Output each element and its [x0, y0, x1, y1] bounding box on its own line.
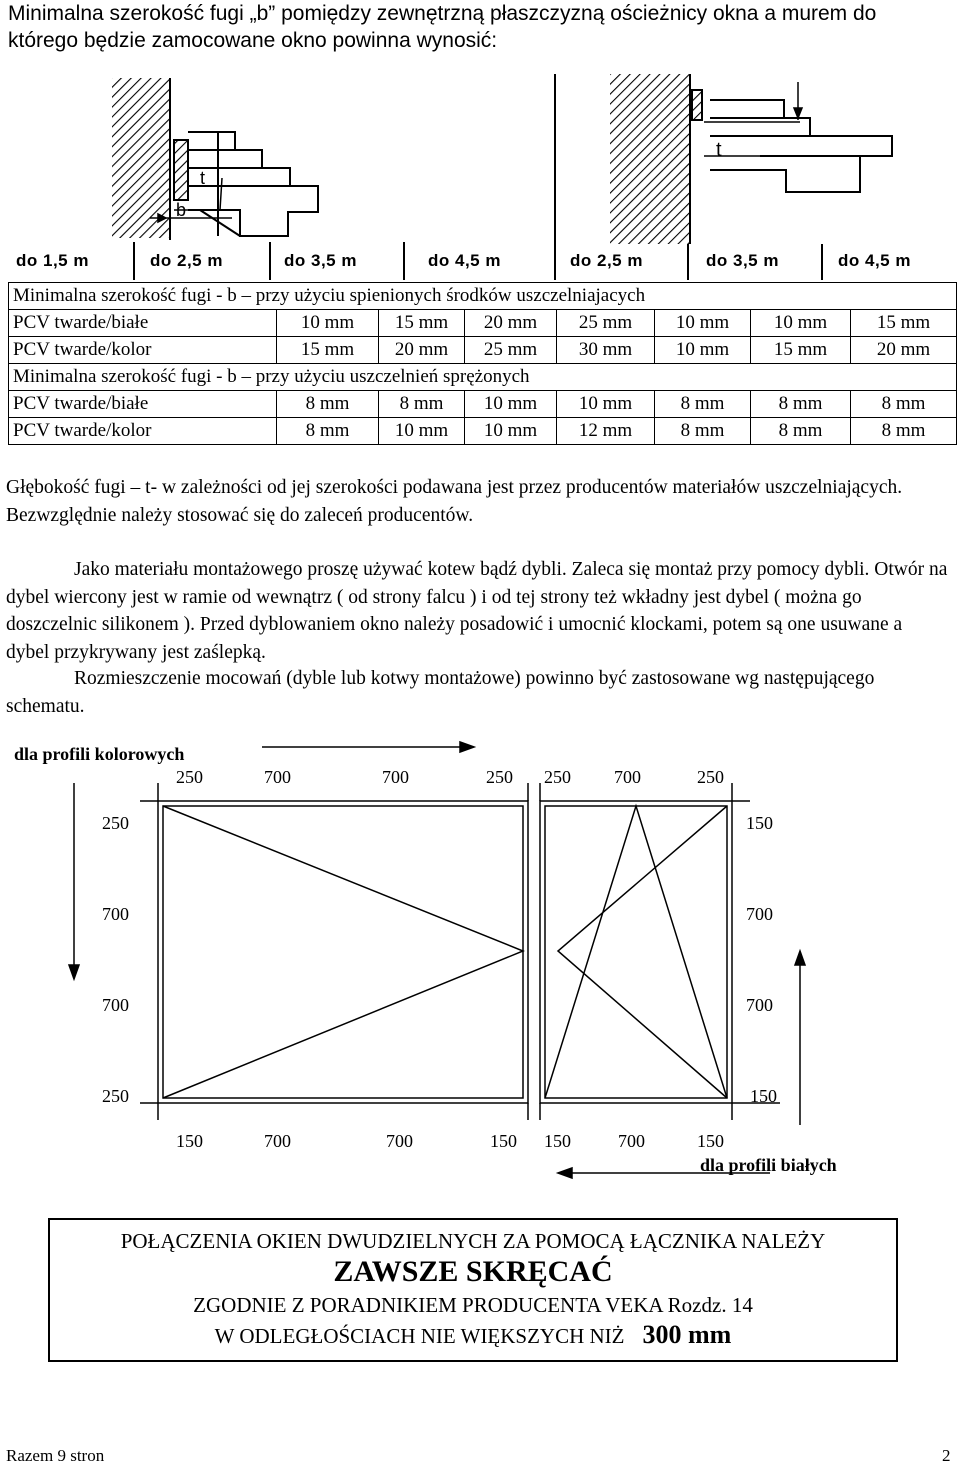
arrow-up-icon — [795, 951, 805, 965]
table-cell: 10 mm — [465, 391, 557, 418]
table-cell: 20 mm — [379, 337, 465, 364]
drawing-label: do 3,5 m — [706, 251, 779, 270]
dim-top: 700 — [614, 767, 641, 787]
row-label: PCV twarde/białe — [9, 310, 277, 337]
drawing-label: do 4,5 m — [838, 251, 911, 270]
window-frames — [158, 801, 732, 1103]
fugi-drawing — [0, 60, 960, 280]
table-cell: 10 mm — [465, 418, 557, 445]
paragraph-mounting — [6, 556, 948, 666]
label-white-profiles: dla profili białych — [700, 1155, 837, 1175]
table-cell: 10 mm — [655, 337, 751, 364]
dim-right: 700 — [746, 995, 773, 1015]
table-cell: 12 mm — [557, 418, 655, 445]
table-row — [9, 418, 957, 445]
dim-top: 250 — [544, 767, 571, 787]
table-cell: 15 mm — [751, 337, 851, 364]
arrow-down-icon — [69, 965, 79, 979]
dim-bottom: 150 — [544, 1131, 571, 1151]
dim-bottom: 700 — [386, 1131, 413, 1151]
notice-line4-text: W ODLEGŁOŚCIACH NIE WIĘKSZYCH NIŻ — [214, 1324, 625, 1348]
table-cell: 20 mm — [465, 310, 557, 337]
table-cell: 10 mm — [751, 310, 851, 337]
table-section-title — [9, 364, 957, 391]
dim-top: 250 — [486, 767, 513, 787]
dim-left: 700 — [102, 904, 129, 924]
table-row — [9, 310, 957, 337]
drawing-label: do 1,5 m — [16, 251, 89, 270]
dim-top: 250 — [697, 767, 724, 787]
dim-top: 700 — [264, 767, 291, 787]
dim-bottom: 700 — [618, 1131, 645, 1151]
dim-bottom: 150 — [490, 1131, 517, 1151]
row-label: PCV twarde/białe — [9, 391, 277, 418]
table-cell: 15 mm — [277, 337, 379, 364]
row-label: PCV twarde/kolor — [9, 337, 277, 364]
dim-right: 700 — [746, 904, 773, 924]
arrow-right-icon — [460, 742, 474, 752]
drawing-label: do 2,5 m — [570, 251, 643, 270]
table-cell: 25 mm — [465, 337, 557, 364]
dim-top: 250 — [176, 767, 203, 787]
dim-bottom: 150 — [176, 1131, 203, 1151]
table-cell: 8 mm — [379, 391, 465, 418]
table-cell: 8 mm — [655, 391, 751, 418]
dim-left: 250 — [102, 813, 129, 833]
table-cell: 8 mm — [851, 418, 957, 445]
dim-right: 150 — [750, 1086, 777, 1106]
table-cell: 8 mm — [851, 391, 957, 418]
table-cell: 15 mm — [379, 310, 465, 337]
table-cell: 25 mm — [557, 310, 655, 337]
table-cell: 10 mm — [557, 391, 655, 418]
table-cell: 15 mm — [851, 310, 957, 337]
label-colored-profiles: dla profili kolorowych — [14, 744, 185, 764]
table-cell: 8 mm — [751, 418, 851, 445]
table-cell: 30 mm — [557, 337, 655, 364]
table-cell: 8 mm — [655, 418, 751, 445]
window-profile-left — [174, 132, 318, 236]
table-cell: 8 mm — [277, 418, 379, 445]
table-cell: 8 mm — [751, 391, 851, 418]
dim-left: 700 — [102, 995, 129, 1015]
anchor-scheme — [0, 735, 960, 1205]
table-cell: 10 mm — [379, 418, 465, 445]
table-cell: 10 mm — [655, 310, 751, 337]
paragraph-scheme-text: Rozmieszczenie mocowań (dyble lub kotwy montażowe) powinno być zastosowane wg następującego schematu. — [6, 668, 875, 717]
paragraph-scheme — [6, 665, 948, 720]
drawing-label: do 4,5 m — [428, 251, 501, 270]
section1-title: Minimalna szerokość fugi - b – przy użyciu spienionych środków uszczelniajacych — [9, 283, 957, 310]
table-cell: 20 mm — [851, 337, 957, 364]
notice-line4-value: 300 mm — [642, 1320, 732, 1349]
direction-arrows — [69, 742, 805, 1178]
table-cell: 10 mm — [277, 310, 379, 337]
intro-text: Minimalna szerokość fugi „b” pomiędzy zewnętrzną płaszczyzną ościeżnicy okna a murem do którego będzie zamocowane okno powinna wynosić: — [8, 2, 877, 52]
drawing-label: do 3,5 m — [284, 251, 357, 270]
b-mark-left: b — [176, 200, 187, 220]
dim-left: 250 — [102, 1086, 129, 1106]
t-mark-left: t — [200, 168, 206, 188]
row-label: PCV twarde/kolor — [9, 418, 277, 445]
drawing-column-dividers — [134, 74, 822, 280]
paragraph-depth: Głębokość fugi – t- w zależności od jej szerokości podawana jest przez producentów materiałów uszczelniających. Bezwzględnie należy stosować się do zaleceń producentów. — [6, 477, 903, 526]
notice-line2: ZAWSZE SKRĘCAĆ — [333, 1255, 613, 1288]
dim-bottom: 700 — [264, 1131, 291, 1151]
dim-right: 150 — [746, 813, 773, 833]
notice-box — [48, 1218, 898, 1362]
wall-right — [610, 74, 690, 244]
notice-line4 — [50, 1320, 896, 1351]
anchor-ticks — [140, 783, 780, 1120]
table-row — [9, 391, 957, 418]
table-row — [9, 337, 957, 364]
section2-title: Minimalna szerokość fugi - b – przy użyciu uszczelnień sprężonych — [9, 364, 957, 391]
t-mark-right: t — [716, 139, 722, 161]
dim-bottom: 150 — [697, 1131, 724, 1151]
arrow-left-icon — [558, 1168, 572, 1178]
wall-left — [112, 78, 170, 238]
window-profile-right — [692, 90, 892, 192]
footer-page-number: 2 — [942, 1446, 951, 1465]
fugi-width-table — [8, 282, 957, 445]
paragraph-mounting-text: Jako materiału montażowego proszę używać kotew bądź dybli. Zaleca się montaż przy pomocy dybli. Otwór na dybel wiercony jest w ramie od wewnątrz ( od strony falcu ) i od tej strony też wkładny jest dybel ( można go doszczelnic silikonem ). Przed dyblowaniem okno należy posadowić i umocnić klockami, potem są one usuwane a dybel przykrywany jest zaślepką. — [6, 559, 948, 663]
notice-line3: ZGODNIE Z PORADNIKIEM PRODUCENTA VEKA Rozdz. 14 — [193, 1293, 753, 1317]
drawing-label: do 2,5 m — [150, 251, 223, 270]
notice-line1: POŁĄCZENIA OKIEN DWUDZIELNYCH ZA POMOCĄ ŁĄCZNIKA NALEŻY — [120, 1229, 826, 1253]
dim-top: 700 — [382, 767, 409, 787]
footer-page-count: Razem 9 stron — [6, 1446, 105, 1465]
table-section-title — [9, 283, 957, 310]
table-cell: 8 mm — [277, 391, 379, 418]
